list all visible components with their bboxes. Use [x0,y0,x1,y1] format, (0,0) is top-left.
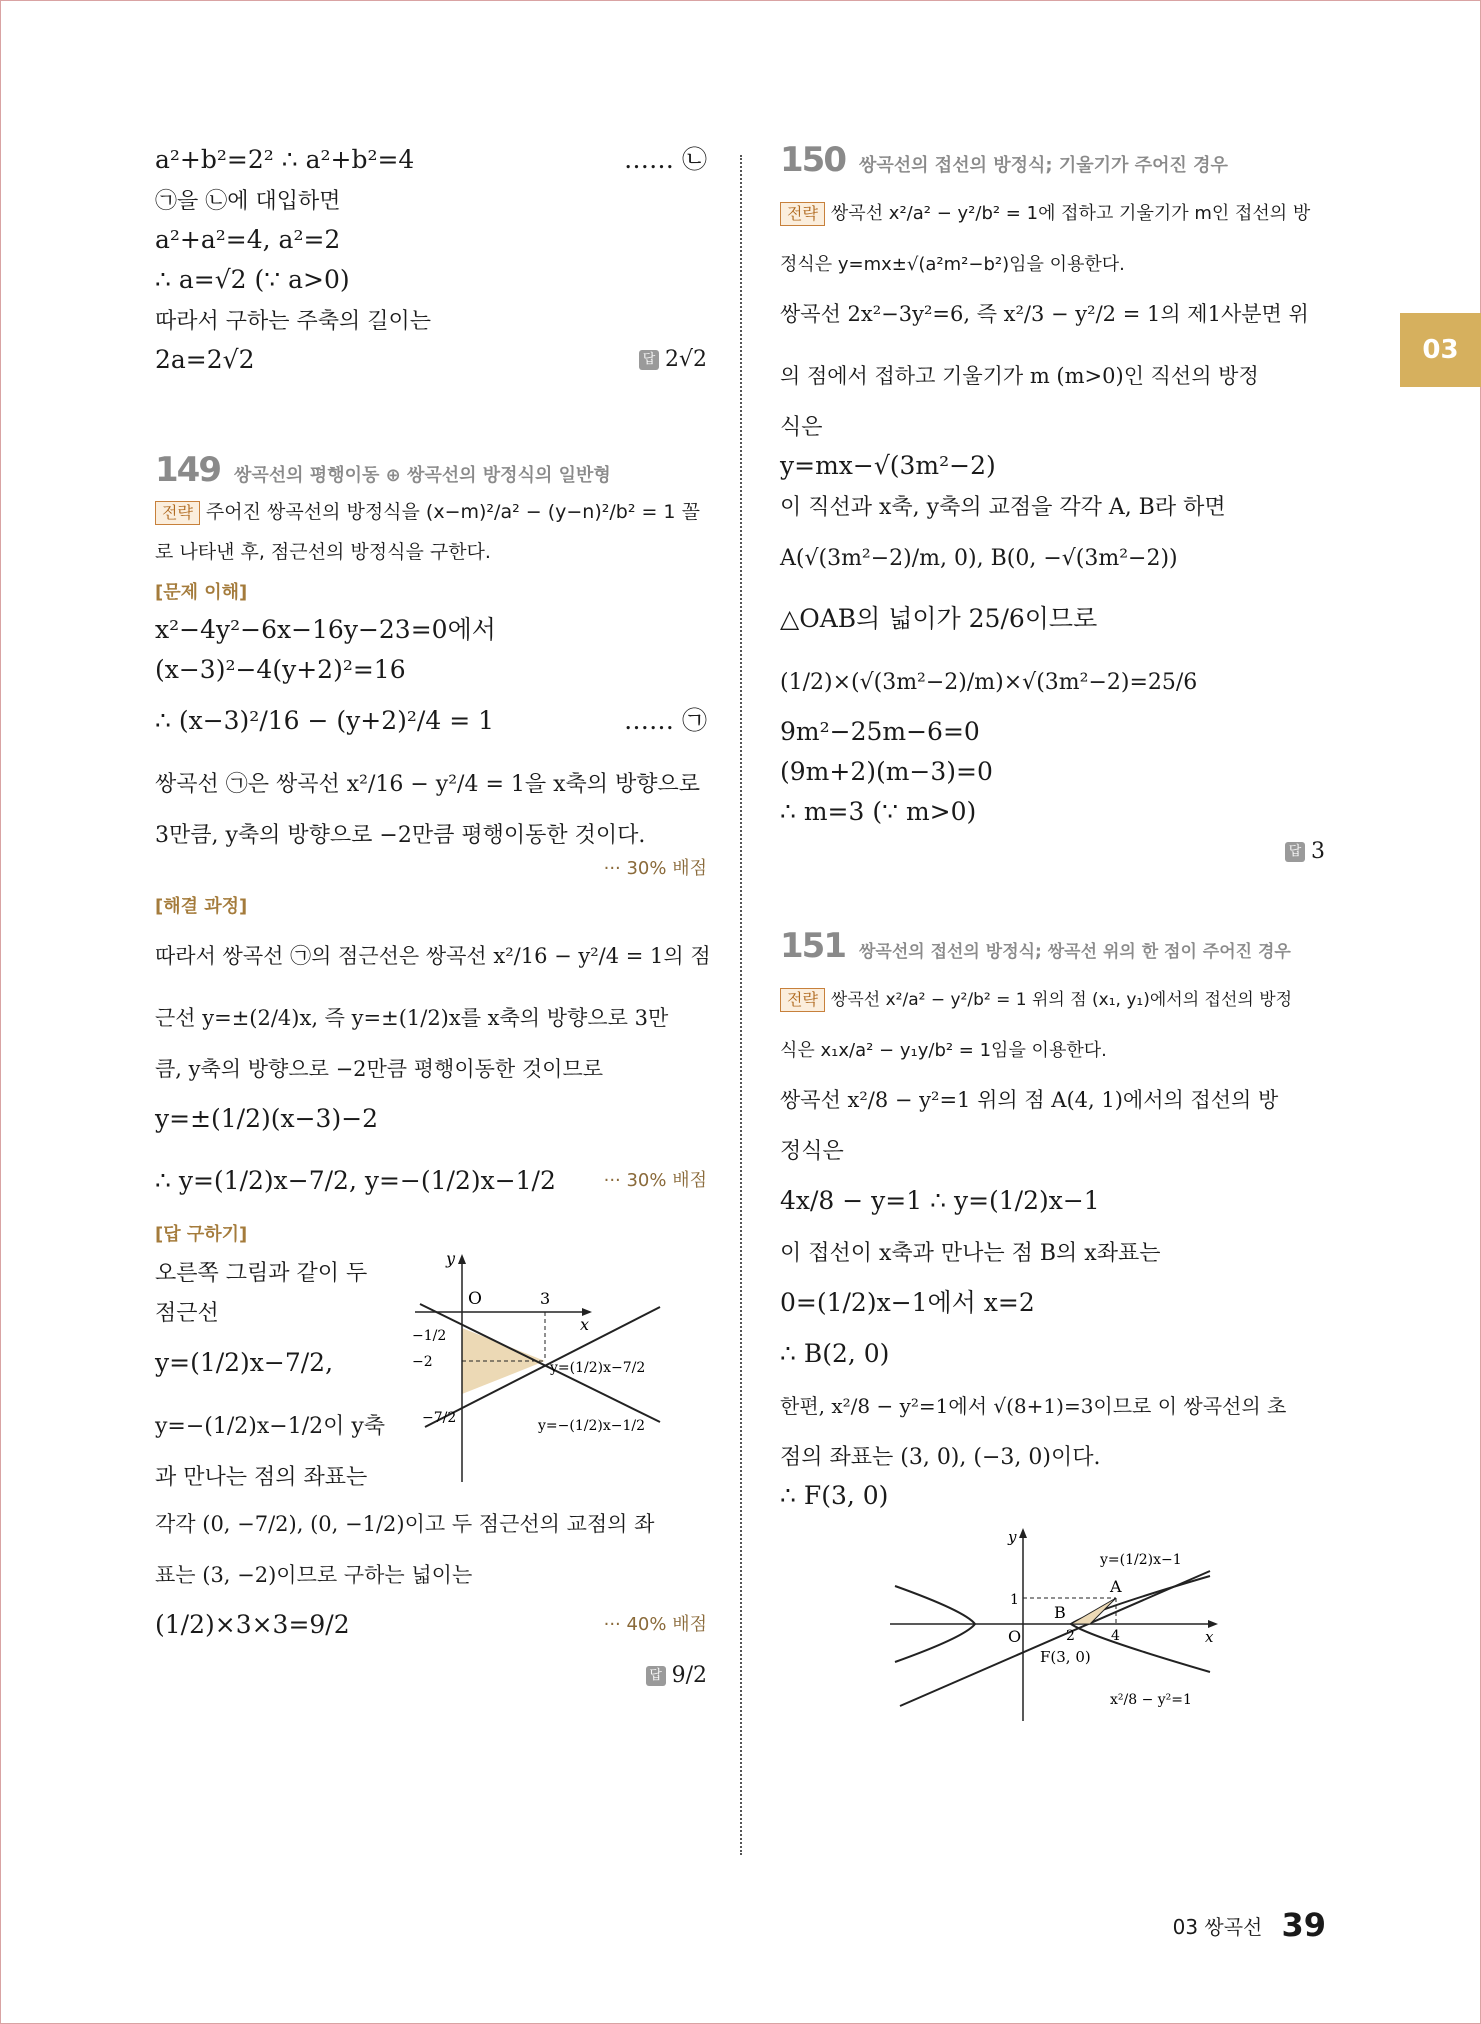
text-line: 따라서 쌍곡선 ㉠의 점근선은 쌍곡선 x²/16 − y²/4 = 1의 점 [155,944,711,968]
triangle-area [1071,1598,1116,1624]
text-line: ∴ B(2, 0) [780,1339,890,1368]
text-line: 큼, y축의 방향으로 −2만큼 평행이동한 것이므로 [155,1057,604,1081]
text-line: (1/2)×(√(3m²−2)/m)×√(3m²−2)=25/6 [780,670,1198,695]
text-line [155,1656,707,1696]
origin-label: O [468,1289,482,1309]
x-axis-label: x [1205,1628,1214,1646]
text-line: (1/2)×3×3=9/2 ··· 40% 배점 [155,1610,707,1639]
problem-header-149: 149 쌍곡선의 평행이동 ⊕ 쌍곡선의 방정식의 일반형 [155,450,611,490]
page-number: 39 [1281,1906,1326,1944]
text-line [780,832,1325,872]
answer-block [155,1252,707,1492]
text-line: A(√(3m²−2)/m, 0), B(0, −√(3m²−2)) [780,546,1178,571]
text-line: 의 점에서 접하고 기울기가 m (m>0)인 직선의 방정 [780,364,1259,388]
text-line: ∴ (x−3)²/16 − (y+2)²/4 = 1 …… ㉠ [155,706,707,735]
text-line: 쌍곡선 2x²−3y²=6, 즉 x²/3 − y²/2 = 1의 제1사분면 위 [780,302,1309,326]
text-line: a²+a²=4, a²=2 [155,225,341,254]
section-heading: [문제 이해] [155,582,248,603]
focus-label: F(3, 0) [1040,1648,1091,1666]
y-axis-label: y [1008,1528,1017,1546]
section-heading: [해결 과정] [155,896,248,917]
text-line: ∴ m=3 (∵ m>0) [780,797,977,826]
text-line: ∴ a=√2 (∵ a>0) [155,265,350,294]
text-line: 식은 [780,415,823,440]
text-line: 과 만나는 점의 좌표는 [155,1465,368,1490]
line-label: y=−(1/2)x−1/2 [538,1418,645,1434]
text-line: 0=(1/2)x−1에서 x=2 [780,1288,1035,1317]
tick-label: 1 [1010,1592,1019,1608]
answer: 답 3 [1285,832,1325,872]
text-line: 따라서 구하는 주축의 길이는 [155,309,432,334]
y-axis-label: y [446,1252,456,1268]
chapter-tab: 03 [1400,313,1481,387]
chapter-name: 03 쌍곡선 [1172,1914,1263,1939]
tick-label: 4 [1111,1628,1120,1644]
text-line: 각각 (0, −7/2), (0, −1/2)이고 두 점근선의 교점의 좌 [155,1512,655,1536]
text-line: y=±(1/2)(x−3)−2 [155,1104,379,1133]
point-b-label: B [1054,1603,1066,1622]
text-line: ㉠을 ㉡에 대입하면 [155,189,341,214]
text-line: 이 접선이 x축과 만나는 점 B의 x좌표는 [780,1241,1161,1266]
text-line: y=mx−√(3m²−2) [780,451,996,480]
line-label: y=(1/2)x−7/2 [550,1360,646,1376]
asymptote-figure [410,1252,710,1492]
text-line: 로 나타낸 후, 점근선의 방정식을 구한다. [155,541,491,563]
text-line: ∴ y=(1/2)x−7/2, y=−(1/2)x−1/2 ··· 30% 배점 [155,1166,707,1195]
text-line: 이 직선과 x축, y축의 교점을 각각 A, B라 하면 [780,495,1226,520]
text-line: (9m+2)(m−3)=0 [780,757,993,786]
strategy-151: 전략 쌍곡선 x²/a² − y²/b² = 1 위의 점 (x₁, y₁)에서의 접선의 방정 [780,966,1325,1028]
tick-label: 2 [1066,1628,1075,1644]
text-line: 점의 좌표는 (3, 0), (−3, 0)이다. [780,1445,1101,1470]
text-line: a²+b²=2² ∴ a²+b²=4 …… ㉡ [155,145,707,174]
tick-label: 3 [540,1289,551,1308]
tick-label: −2 [412,1354,433,1370]
tangent-label: y=(1/2)x−1 [1100,1552,1182,1568]
text-line: 2a=2√2 답 2√2 [155,340,707,380]
text-line: 오른쪽 그림과 같이 두 [155,1261,368,1286]
text-line: y=(1/2)x−7/2, [155,1348,334,1377]
problem-header-150: 150 쌍곡선의 접선의 방정식; 기울기가 주어진 경우 [780,140,1228,180]
text-line: 정식은 [780,1139,844,1164]
section-heading: [답 구하기] [155,1224,248,1245]
curve-label: x²/8 − y²=1 [1110,1692,1192,1708]
text-line: 식은 x₁x/a² − y₁y/b² = 1임을 이용한다. [780,1040,1107,1061]
text-line: y=−(1/2)x−1/2이 y축 [155,1414,386,1439]
left-column [155,140,711,1696]
tick-label: −7/2 [422,1410,457,1426]
text-line: (x−3)²−4(y+2)²=16 [155,655,406,684]
problem-header-151: 151 쌍곡선의 접선의 방정식; 쌍곡선 위의 한 점이 주어진 경우 [780,926,1291,966]
text-line: 점근선 [155,1301,219,1326]
score-note: ··· 30% 배점 [603,858,707,879]
strategy-149: 전략 주어진 쌍곡선의 방정식을 (x−m)²/a² − (y−n)²/b² = 1 꼴 [155,490,707,530]
text-line: 쌍곡선 ㉠은 쌍곡선 x²/16 − y²/4 = 1을 x축의 방향으로 [155,772,701,797]
tick-label: −1/2 [412,1328,447,1344]
text-line: 표는 (3, −2)이므로 구하는 넓이는 [155,1563,473,1587]
tangent-figure [890,1526,1220,1726]
text-line: 4x/8 − y=1 ∴ y=(1/2)x−1 [780,1186,1100,1215]
text-line: 9m²−25m−6=0 [780,717,980,746]
text-line: 근선 y=±(2/4)x, 즉 y=±(1/2)x를 x축의 방향으로 3만 [155,1006,669,1030]
answer: 답 2√2 [639,340,707,380]
text-line: 쌍곡선 x²/8 − y²=1 위의 점 A(4, 1)에서의 접선의 방 [780,1088,1279,1112]
point-a-label: A [1110,1577,1122,1596]
text-line: 한편, x²/8 − y²=1에서 √(8+1)=3이므로 이 쌍곡선의 초 [780,1394,1287,1418]
strategy-150: 전략 쌍곡선 x²/a² − y²/b² = 1에 접하고 기울기가 m인 접선의 방 [780,180,1325,242]
answer: 답 9/2 [646,1656,707,1696]
right-column [780,140,1325,1720]
text-line: △OAB의 넓이가 25/6이므로 [780,604,1098,633]
text-line: ∴ F(3, 0) [780,1481,889,1510]
x-axis-label: x [580,1315,590,1334]
page-footer [1173,1906,1326,1944]
text-line: 3만큼, y축의 방향으로 −2만큼 평행이동한 것이다. [155,823,646,848]
column-divider [740,155,742,1855]
origin-label: O [1008,1627,1022,1646]
text-line: 정식은 y=mx±√(a²m²−b²)임을 이용한다. [780,254,1125,275]
text-line: x²−4y²−6x−16y−23=0에서 [155,615,496,644]
